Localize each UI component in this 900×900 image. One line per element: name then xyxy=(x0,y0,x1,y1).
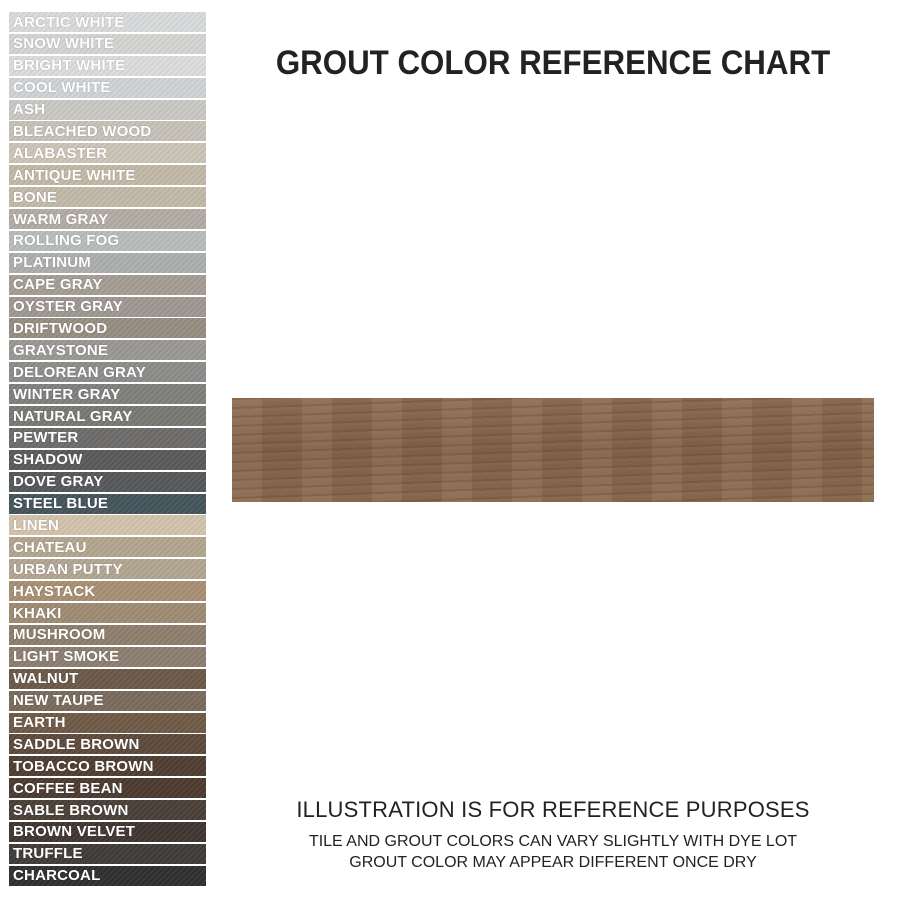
grout-swatch: ARCTIC WHITE xyxy=(9,12,206,32)
grout-swatch: LIGHT SMOKE xyxy=(9,647,206,667)
grout-swatch: ALABASTER xyxy=(9,143,206,163)
grout-swatch: COFFEE BEAN xyxy=(9,778,206,798)
grout-swatch: WINTER GRAY xyxy=(9,384,206,404)
grout-swatch: NATURAL GRAY xyxy=(9,406,206,426)
grout-swatch: SHADOW xyxy=(9,450,206,470)
grout-swatch: LINEN xyxy=(9,515,206,535)
grout-swatch: OYSTER GRAY xyxy=(9,297,206,317)
page-title: GROUT COLOR REFERENCE CHART xyxy=(275,44,831,82)
grout-swatch: DOVE GRAY xyxy=(9,472,206,492)
grout-swatch: TOBACCO BROWN xyxy=(9,756,206,776)
grout-swatch: TRUFFLE xyxy=(9,844,206,864)
grout-swatch: PEWTER xyxy=(9,428,206,448)
grout-swatch: EARTH xyxy=(9,713,206,733)
grout-swatch: WALNUT xyxy=(9,669,206,689)
disclaimer-notes xyxy=(232,797,874,873)
grout-swatch: ANTIQUE WHITE xyxy=(9,165,206,185)
grout-swatch: DELOREAN GRAY xyxy=(9,362,206,382)
grout-swatch: ASH xyxy=(9,100,206,120)
grout-swatch: KHAKI xyxy=(9,603,206,623)
grout-swatch: STEEL BLUE xyxy=(9,494,206,514)
grout-swatch: PLATINUM xyxy=(9,253,206,273)
grout-swatch: ROLLING FOG xyxy=(9,231,206,251)
grout-swatch: BONE xyxy=(9,187,206,207)
grout-swatch: COOL WHITE xyxy=(9,78,206,98)
grout-swatch: HAYSTACK xyxy=(9,581,206,601)
grout-swatch: BRIGHT WHITE xyxy=(9,56,206,76)
grout-swatch: BROWN VELVET xyxy=(9,822,206,842)
wood-tile-preview xyxy=(232,398,874,502)
disclaimer-line: TILE AND GROUT COLORS CAN VARY SLIGHTLY WITH DYE LOT xyxy=(308,833,798,850)
grout-swatch: WARM GRAY xyxy=(9,209,206,229)
grout-swatch: DRIFTWOOD xyxy=(9,318,206,338)
grout-swatch: CHATEAU xyxy=(9,537,206,557)
disclaimer-line: GROUT COLOR MAY APPEAR DIFFERENT ONCE DRY xyxy=(349,854,757,871)
grout-swatch-list xyxy=(9,12,206,888)
grout-swatch: URBAN PUTTY xyxy=(9,559,206,579)
grout-swatch: GRAYSTONE xyxy=(9,340,206,360)
grout-swatch: CAPE GRAY xyxy=(9,275,206,295)
grout-swatch: SABLE BROWN xyxy=(9,800,206,820)
grout-swatch: SNOW WHITE xyxy=(9,34,206,54)
grout-swatch: SADDLE BROWN xyxy=(9,734,206,754)
grout-swatch: NEW TAUPE xyxy=(9,691,206,711)
disclaimer-heading: ILLUSTRATION IS FOR REFERENCE PURPOSES xyxy=(296,797,810,822)
grout-swatch: CHARCOAL xyxy=(9,866,206,886)
grout-swatch: BLEACHED WOOD xyxy=(9,121,206,141)
grout-swatch: MUSHROOM xyxy=(9,625,206,645)
